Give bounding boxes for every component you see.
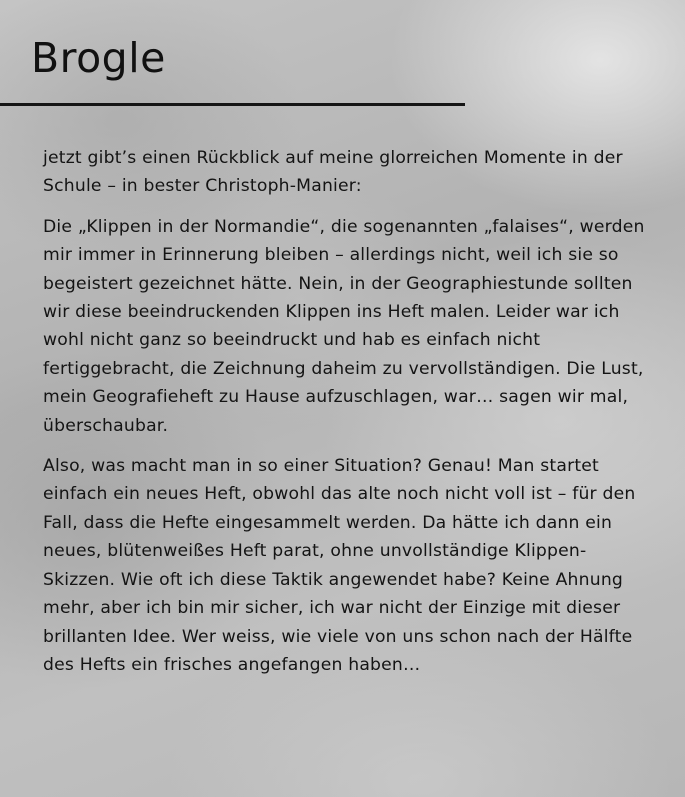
page-title: Brogle [31,34,166,82]
article-paragraph-klippen: Die „Klippen in der Normandie“, die sogenannten „falaises“, werden mir immer in Erinnerung bleiben – allerdings nicht, weil ich sie so begeistert gezeichnet hätte. Nein, in der Geographiestunde sollten wir diese beeindruckenden Klippen ins Heft malen. Leider war ich wohl nicht ganz so beeindruckt und hab es einfach nicht fertiggebracht, die Zeichnung daheim zu vervollständigen. Die Lust, mein Geografieheft zu Hause aufzuschlagen, war… sagen wir mal, überschaubar. [43,216,645,436]
article-paragraph-intro: jetzt gibt’s einen Rückblick auf meine glorreichen Momente in der Schule – in bester Christoph-Manier: [43,148,623,197]
title-divider [0,103,465,106]
article-paragraph-heft: Also, was macht man in so einer Situation? Genau! Man startet einfach ein neues Heft, obwohl das alte noch nicht voll ist – für den Fall, dass die Hefte eingesammelt werden. Da hätte ich dann ein neues, blütenweißes Heft parat, ohne unvollständige Klippen-Skizzen. Wie oft ich diese Taktik angewendet habe? Keine Ahnung mehr, aber ich bin mir sicher, ich war nicht der Einzige mit dieser brillanten Idee. Wer weiss, wie viele von uns schon nach der Hälfte des Hefts ein frisches angefangen haben… [43,456,636,675]
article-body [43,144,658,691]
